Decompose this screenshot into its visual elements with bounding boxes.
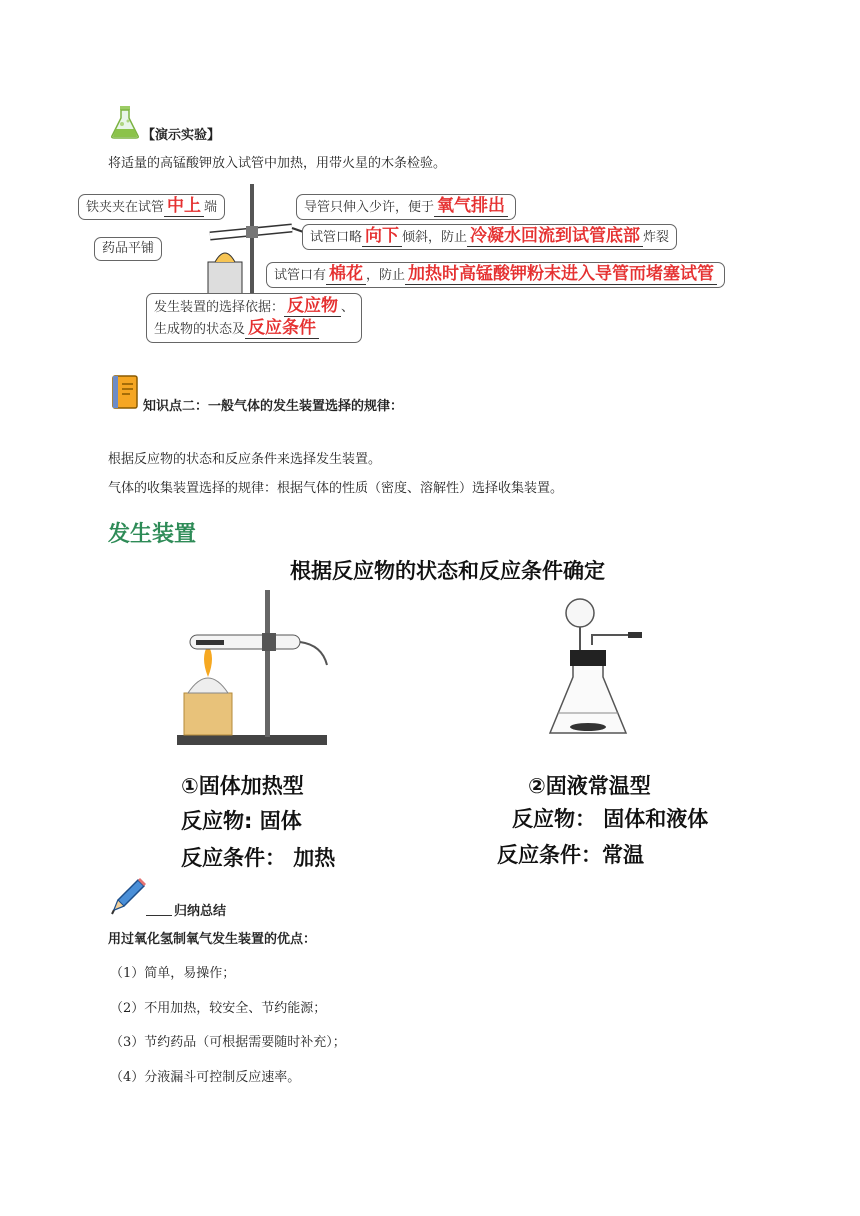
summary-subtitle: 用过氧化氢制氧气发生装置的优点： <box>108 932 317 947</box>
solid-liquid-apparatus <box>540 595 650 740</box>
label-basis: 发生装置的选择依据： 反应物 、 生成物的状态及 反应条件 <box>146 293 362 343</box>
type1-reactant: 反应物: 固体 <box>181 809 302 833</box>
summary-item-1: （1）简单，易操作； <box>110 966 236 981</box>
summary-item-2: （2）不用加热，较安全、节约能源； <box>110 1001 327 1016</box>
solid-heating-apparatus <box>172 585 332 750</box>
flask-icon <box>108 104 142 140</box>
type2-title: ②固液常温型 <box>528 774 651 798</box>
section-title: 发生装置 <box>108 522 197 547</box>
label-clamp: 铁夹夹在试管 中上 端 <box>78 194 225 220</box>
knowledge-line2: 气体的收集装置选择的规律：根据气体的性质（密度、溶解性）选择收集装置。 <box>108 481 564 496</box>
type2-condition: 反应条件：常温 <box>497 843 644 867</box>
label-mouth: 试管口略 向下 倾斜，防止 冷凝水回流到试管底部 炸裂 <box>302 224 677 250</box>
type1-title: ①固体加热型 <box>181 774 304 798</box>
book-icon <box>110 374 140 412</box>
type2-reactant: 反应物： 固体和液体 <box>512 807 709 831</box>
summary-item-4: （4）分液漏斗可控制反应速率。 <box>110 1070 301 1085</box>
summary-heading: 归纳总结 <box>174 904 227 919</box>
label-tube: 导管只伸入少许，便于 氧气排出 <box>296 194 516 220</box>
summary-rule <box>146 915 172 916</box>
summary-item-3: （3）节约药品（可根据需要随时补充）； <box>110 1035 346 1050</box>
label-cotton: 试管口有 棉花 ，防止 加热时高锰酸钾粉末进入导管而堵塞试管 <box>266 262 725 288</box>
knowledge-heading: 知识点二：一般气体的发生装置选择的规律： <box>143 399 404 414</box>
figure-title: 根据反应物的状态和反应条件确定 <box>290 559 605 583</box>
demo-intro: 将适量的高锰酸钾放入试管中加热，用带火星的木条检验。 <box>108 156 447 171</box>
type1-condition: 反应条件： 加热 <box>181 846 336 870</box>
knowledge-line1: 根据反应物的状态和反应条件来选择发生装置。 <box>108 452 382 467</box>
label-drug: 药品平铺 <box>94 237 162 261</box>
pencil-icon <box>108 876 148 916</box>
demo-heading: 【演示实验】 <box>142 128 221 143</box>
